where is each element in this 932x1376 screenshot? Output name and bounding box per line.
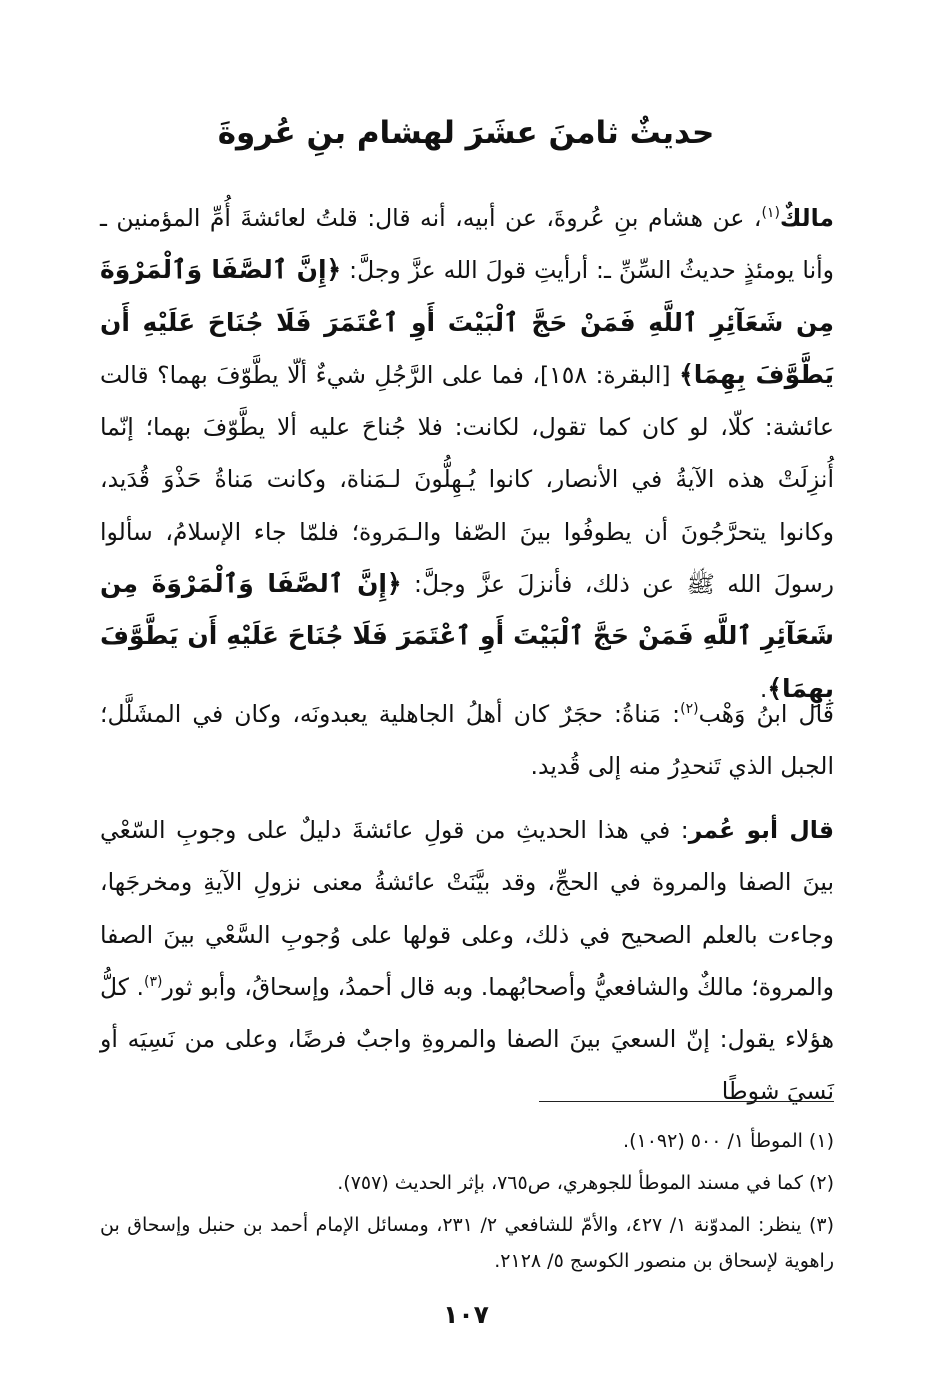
abu-umar-text: : في هذا الحديثِ من قولِ عائشةَ دليلٌ على وجوبِ السّعْي بينَ الصفا والمروة في الحجِّ، وقد بيَّنَتْ عائشةُ معنى نزولِ الآيةِ ومخرجَها، وجاءت بالعلم الصحيح في ذلك، وعلى قولها على وُجوبِ السَّعْي بينَ الصفا والمروة؛ مالكٌ والشافعيُّ وأصحابُهما. وبه قال أحمدُ، وإسحاقُ، وأبو ثور <box>100 816 834 1001</box>
hadith-text-continued: ، فما على الرَّجُلِ شيءٌ ألّا يطَّوّفَ بهما؟ قالت عائشة: كلّا، لو كان كما تقول، لكانت: فلا جُناحَ عليه ألا يطَّوّفَ بهما؛ إنّما أُنزِلَتْ هذه الآيةُ في الأنصار، كانوا يُـهِلُّونَ لـمَناة، وكانت مَناةُ حَذْوَ قُدَيد، وكانوا يتحرَّجُونَ أن يطوفُوا بينَ الصّفا والـمَروة؛ فلمّا جاء الإسلامُ، سألوا رسولَ الله ﷺ عن ذلك، فأنزلَ عزَّ وجلَّ: <box>100 360 834 599</box>
footnotes <box>100 1123 834 1285</box>
footnote-marker: (٣) <box>144 974 163 991</box>
footnote-marker: (٢) <box>680 701 699 718</box>
narrator-name: مالكٌ <box>779 204 834 232</box>
footnote-2: (٢) كما في مسند الموطأ للجوهري، ص٧٦٥، بإثر الحديث (٧٥٧). <box>337 1172 834 1194</box>
hadith-text: ، عن هشام بنِ عُروةَ، عن أبيه، أنه قال: قلتُ لعائشةَ أُمِّ المؤمنين ـ وأنا يومئذٍ حديثُ السِّنِّ ـ: أرأيتِ قولَ الله عزَّ وجلَّ: <box>100 204 834 285</box>
ibn-wahb-text: : مَناةُ: حجَرٌ كان أهلُ الجاهلية يعبدونَه، وكان في المشَلَّل؛ الجبل الذي تَنحدِرُ منه إلى قُديد. <box>100 700 834 781</box>
ibn-wahb-label: قال ابنُ وَهْب <box>698 700 834 728</box>
quran-verse-repeat: ﴿إِنَّ ٱلصَّفَا وَٱلْمَرْوَةَ مِن شَعَآئِرِ ٱللَّهِ فَمَنْ حَجَّ ٱلْبَيْتَ أَوِ ٱعْتَمَرَ فَلَا جُنَاحَ عَلَيْهِ أَن يَطَّوَّفَ بِهِمَا﴾ <box>100 569 834 703</box>
surah-reference: [البقرة: ١٥٨] <box>539 360 680 389</box>
hadith-heading: حديثٌ ثامنَ عشَرَ لهشام بنِ عُروةَ <box>217 115 715 151</box>
ibn-wahb-paragraph <box>100 688 834 793</box>
footnote-divider <box>539 1101 834 1102</box>
abu-umar-label: قال أبو عُمر <box>688 816 834 844</box>
quran-verse: ﴿إِنَّ ٱلصَّفَا وَٱلْمَرْوَةَ مِن شَعَآئِرِ ٱللَّهِ فَمَنْ حَجَّ ٱلْبَيْتَ أَوِ ٱعْتَمَرَ فَلَا جُنَاحَ عَلَيْهِ أَن يَطَّوَّفَ بِهِمَا﴾ <box>100 255 834 389</box>
abu-umar-text-continued: . كلُّ هؤلاء يقول: إنّ السعيَ بينَ الصفا والمروةِ واجبٌ فرضًا، وعلى من نَسِيَه أو نَسيَ شوطًا <box>100 972 834 1106</box>
abu-umar-paragraph <box>100 804 834 1118</box>
paragraph-end: . <box>759 674 768 703</box>
footnote-1: (١) الموطأ ١/ ٥٠٠ (١٠٩٢). <box>623 1130 834 1152</box>
footnote-marker: (١) <box>761 205 780 222</box>
page-number: ١٠٧ <box>443 1300 489 1329</box>
footnote-3: (٣) ينظر: المدوّنة ١/ ٤٢٧، والأمّ للشافعي ٢/ ٢٣١، ومسائل الإمام أحمد بن حنبل وإسحاق بن راهوية لإسحاق بن منصور الكوسج ٥/ ٢١٢٨. <box>100 1214 834 1272</box>
hadith-paragraph <box>100 192 834 718</box>
